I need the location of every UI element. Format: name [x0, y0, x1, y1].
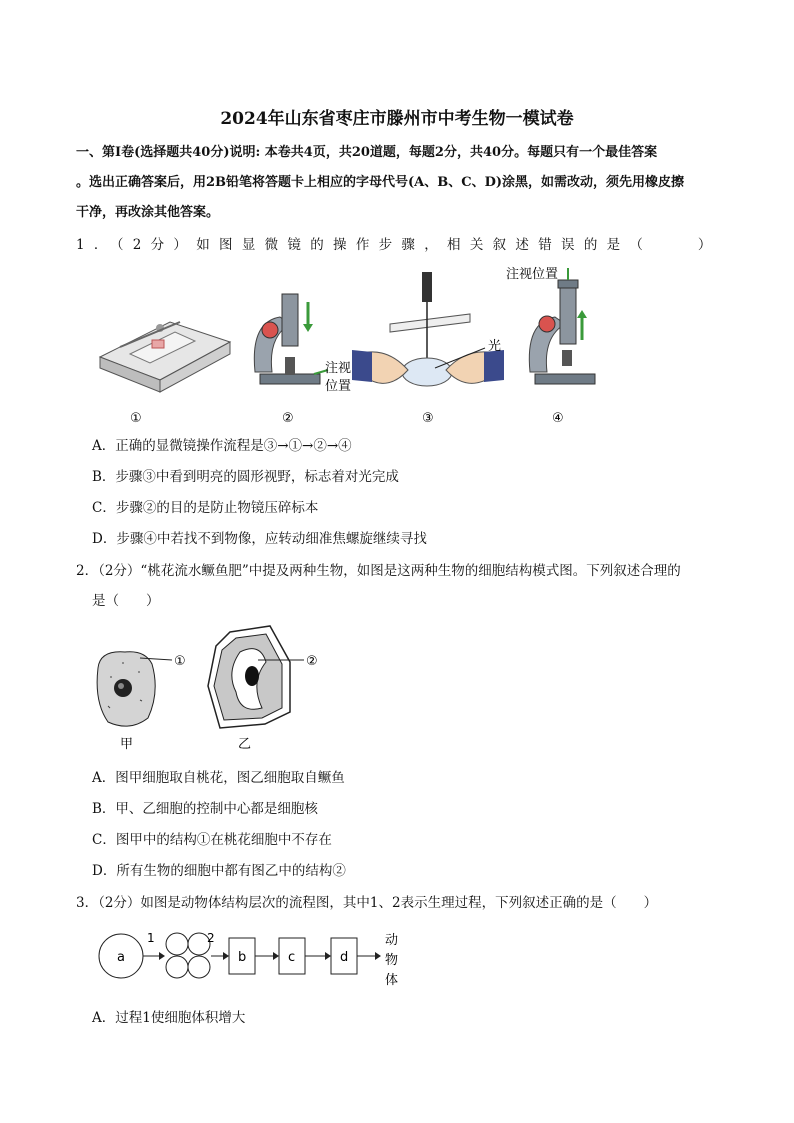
step1-label: ① — [130, 411, 142, 426]
node-d: d — [340, 950, 349, 965]
q2-option-b: B．甲、乙细胞的控制中心都是细胞核 — [92, 801, 318, 817]
cell-jia-label: 甲 — [120, 737, 134, 752]
animal-cell-jia — [97, 652, 172, 726]
node-a: a — [117, 950, 125, 965]
label-2: ② — [306, 654, 318, 669]
q2-stem-line-1: 2．（2分）“桃花流水鳜鱼肥”中提及两种生物，如图是这两种生物的细胞结构模式图。下列叙述合理的 — [76, 563, 681, 579]
structure-level-flowchart — [95, 924, 425, 996]
step2-watch-label-a: 注视 — [325, 361, 352, 376]
label-1: ① — [174, 654, 186, 669]
q2-option-a: A．图甲细胞取自桃花，图乙细胞取自鳜鱼 — [92, 770, 345, 786]
end-char-1: 动 — [385, 933, 399, 948]
step2-watch-label-b: 位置 — [325, 379, 352, 394]
step3-hands-illustration — [352, 272, 504, 386]
process-2: 2 — [207, 931, 215, 945]
q1-stem: 1．（2分）如图显微镜的操作步骤，相关叙述错误的是（ ） — [76, 237, 721, 253]
node-b: b — [238, 950, 247, 965]
step4-watch-label: 注视位置 — [506, 267, 559, 282]
q1-option-d: D．步骤④中若找不到物像，应转动细准焦螺旋继续寻找 — [92, 531, 427, 547]
light-label: 光 — [488, 339, 502, 354]
cell-structure-figure — [90, 622, 330, 754]
end-char-3: 体 — [385, 973, 399, 988]
cell-yi-label: 乙 — [238, 737, 252, 752]
step4-microscope-illustration — [529, 268, 595, 384]
page-title: 2024年山东省枣庄市滕州市中考生物一模试卷 — [220, 109, 574, 129]
q3-stem: 3．（2分）如图是动物体结构层次的流程图，其中1、2表示生理过程，下列叙述正确的是（ ） — [76, 895, 658, 911]
step2-microscope-illustration — [254, 294, 328, 384]
q1-option-a: A．正确的显微镜操作流程是③→①→②→④ — [92, 438, 352, 454]
node-c: c — [288, 950, 296, 965]
plant-cell-yi — [208, 626, 304, 728]
instruction-line-3: 干净，再改涂其他答案。 — [76, 205, 220, 220]
step3-label: ③ — [422, 411, 434, 426]
microscope-steps-figure — [90, 262, 650, 432]
step1-stage-illustration — [100, 322, 230, 392]
end-char-2: 物 — [385, 953, 399, 968]
q1-option-c: C．步骤②的目的是防止物镜压碎标本 — [92, 500, 319, 516]
q2-option-c: C．图甲中的结构①在桃花细胞中不存在 — [92, 832, 332, 848]
instruction-line-1: 一、第Ⅰ卷(选择题共40分)说明: 本卷共4页，共20道题，每题2分，共40分。每题只有一个最佳答案 — [76, 145, 658, 160]
instruction-line-2: 。选出正确答案后，用2B铅笔将答题卡上相应的字母代号(A、B、C、D)涂黑，如需改动，须先用橡皮擦 — [76, 175, 685, 190]
q2-option-d: D．所有生物的细胞中都有图乙中的结构② — [92, 863, 346, 879]
q1-option-b: B．步骤③中看到明亮的圆形视野，标志着对光完成 — [92, 469, 399, 485]
step2-label: ② — [282, 411, 294, 426]
step4-label: ④ — [552, 411, 564, 426]
process-1: 1 — [147, 931, 155, 945]
q2-stem-line-2: 是（ ） — [92, 593, 160, 609]
q3-option-a: A．过程1使细胞体积增大 — [92, 1010, 246, 1026]
